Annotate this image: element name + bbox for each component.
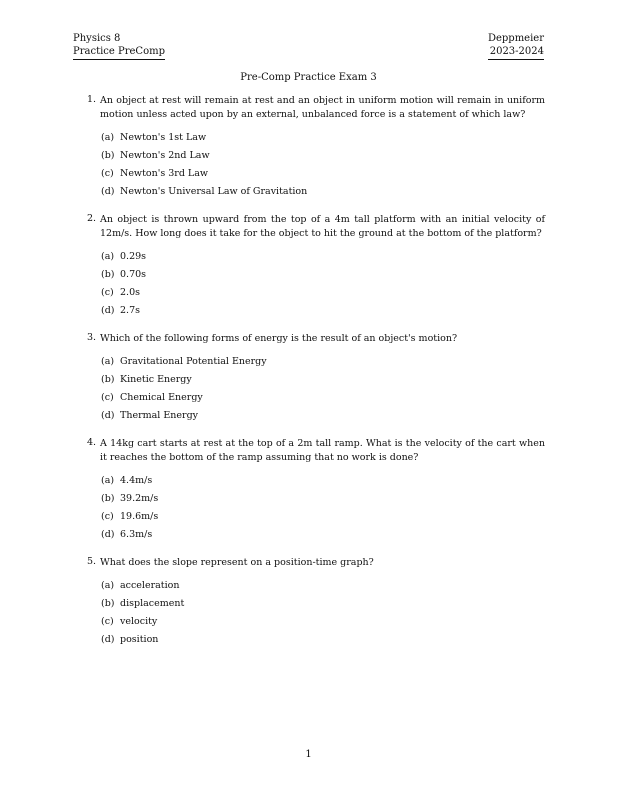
answer-choice	[73, 633, 545, 651]
course-name: Physics 8	[73, 33, 121, 44]
question-5	[73, 556, 545, 651]
choice-text: position	[120, 634, 159, 645]
question-text: A 14kg cart starts at rest at the top of a 2m tall ramp. What is the velocity of the cart when it reaches the bottom of the ramp assuming that no work is done?	[100, 438, 545, 463]
teacher-name: Deppmeier	[487, 33, 544, 44]
question-4	[73, 437, 545, 546]
question-text: What does the slope represent on a position-time graph?	[100, 557, 374, 568]
choice-label: (b)	[101, 374, 115, 385]
choice-label: (d)	[101, 410, 115, 421]
answer-choice	[73, 167, 545, 185]
question-number: 5.	[87, 556, 97, 567]
answer-choice	[73, 474, 545, 492]
answer-choices	[73, 131, 545, 203]
choice-text: 0.70s	[120, 269, 147, 280]
question-1	[73, 94, 545, 203]
question-number: 1.	[87, 94, 97, 105]
choice-label: (a)	[101, 132, 115, 143]
choice-label: (a)	[101, 475, 115, 486]
exam-title: Pre-Comp Practice Exam 3	[240, 72, 377, 83]
header-right	[488, 32, 544, 60]
answer-choice	[73, 579, 545, 597]
choice-text: 6.3m/s	[120, 529, 153, 540]
choice-text: acceleration	[120, 580, 180, 591]
choice-label: (a)	[101, 356, 115, 367]
choice-label: (b)	[101, 269, 115, 280]
question-text: An object at rest will remain at rest and an object in uniform motion will remain in uniform motion unless acted upon by an external, unbalanced force is a statement of which law?	[100, 95, 545, 120]
question-list	[73, 94, 545, 661]
answer-choice	[73, 355, 545, 373]
choice-text: 2.0s	[120, 287, 140, 298]
choice-label: (d)	[101, 186, 115, 197]
answer-choice	[73, 286, 545, 304]
choice-text: Gravitational Potential Energy	[120, 356, 267, 367]
answer-choice	[73, 304, 545, 322]
choice-label: (b)	[101, 150, 115, 161]
answer-choice	[73, 615, 545, 633]
answer-choice	[73, 492, 545, 510]
choice-text: Newton's 1st Law	[120, 132, 207, 143]
choice-text: 4.4m/s	[120, 475, 153, 486]
answer-choices	[73, 474, 545, 546]
question-number: 2.	[87, 213, 97, 224]
answer-choice	[73, 409, 545, 427]
answer-choice	[73, 250, 545, 268]
choice-text: velocity	[120, 616, 158, 627]
choice-label: (c)	[101, 511, 114, 522]
choice-text: Thermal Energy	[120, 410, 199, 421]
answer-choice	[73, 185, 545, 203]
answer-choices	[73, 250, 545, 322]
choice-label: (c)	[101, 168, 114, 179]
school-year: 2023-2024	[488, 45, 544, 60]
choice-label: (d)	[101, 529, 115, 540]
choice-label: (d)	[101, 634, 115, 645]
question-number: 4.	[87, 437, 97, 448]
answer-choice	[73, 149, 545, 167]
choice-label: (b)	[101, 598, 115, 609]
choice-text: 0.29s	[120, 251, 147, 262]
answer-choices	[73, 579, 545, 651]
choice-text: 19.6m/s	[120, 511, 159, 522]
page-number: 1	[305, 749, 312, 760]
choice-text: Chemical Energy	[120, 392, 203, 403]
answer-choice	[73, 391, 545, 409]
question-text: Which of the following forms of energy is the result of an object's motion?	[100, 333, 458, 344]
question-number: 3.	[87, 332, 97, 343]
answer-choice	[73, 510, 545, 528]
choice-label: (b)	[101, 493, 115, 504]
header-left	[73, 32, 165, 60]
choice-text: Newton's 2nd Law	[120, 150, 210, 161]
question-3	[73, 332, 545, 427]
question-2	[73, 213, 545, 322]
answer-choice	[73, 597, 545, 615]
choice-label: (a)	[101, 251, 115, 262]
exam-subtitle: Practice PreComp	[73, 45, 165, 60]
choice-label: (d)	[101, 305, 115, 316]
answer-choice	[73, 528, 545, 546]
choice-label: (c)	[101, 287, 114, 298]
answer-choice	[73, 131, 545, 149]
answer-choices	[73, 355, 545, 427]
choice-text: Newton's Universal Law of Gravitation	[120, 186, 308, 197]
answer-choice	[73, 268, 545, 286]
choice-label: (a)	[101, 580, 115, 591]
choice-text: displacement	[120, 598, 185, 609]
choice-text: 39.2m/s	[120, 493, 159, 504]
choice-text: 2.7s	[120, 305, 140, 316]
choice-label: (c)	[101, 616, 114, 627]
choice-text: Newton's 3rd Law	[120, 168, 209, 179]
choice-text: Kinetic Energy	[120, 374, 192, 385]
choice-label: (c)	[101, 392, 114, 403]
answer-choice	[73, 373, 545, 391]
question-text: An object is thrown upward from the top of a 4m tall platform with an initial velocity of 12m/s. How long does it take for the object to hit the ground at the bottom of the platform?	[100, 214, 545, 239]
